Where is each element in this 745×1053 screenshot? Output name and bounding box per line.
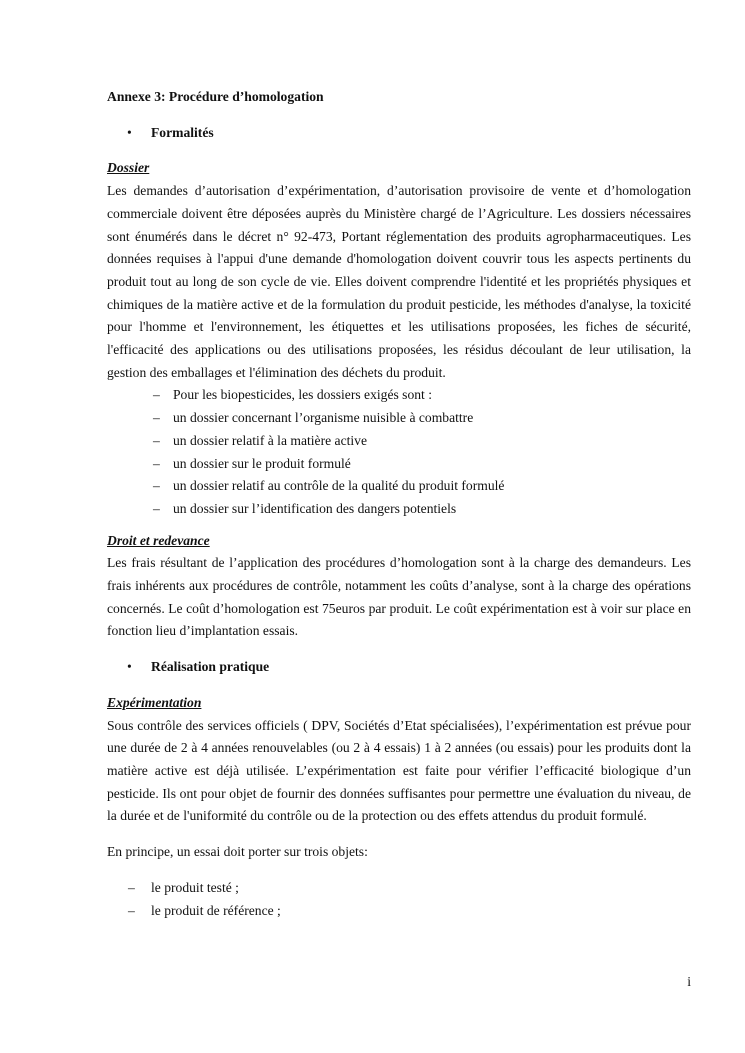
dossier-heading: Dossier (107, 160, 150, 176)
droit-paragraph: Les frais résultant de l’application des procédures d’homologation sont à la charge des demandeurs. Les frais inhérents aux procédures de contrôle, notamment les coûts d’analyse, sont à la charge des opérations concernés. Le coût d’homologation est 75euros par produit. Le coût expérimentation est à voir sur place en fonction lieu d’implantation essais. (107, 555, 691, 639)
bullet-dot: • (127, 659, 132, 675)
experimentation-paragraph: Sous contrôle des services officiels ( DPV, Sociétés d’Etat spécialisées), l’expérimentation est prévue pour une durée de 2 à 4 années renouvelables (ou 2 à 4 essais) 1 à 2 années (ou essais) pour les produits dont la matière active est déjà utilisée. L’expérimentation est faite pour vérifier l’efficacité biologique d’un pesticide. Ils ont pour objet de fournir des données suffisantes pour permettre une évaluation du niveau, de la durée et de l'uniformité du contrôle ou de la protection ou des effets attendus du produit formulé. (107, 717, 691, 824)
page-number: i (687, 974, 691, 989)
list-item: – un dossier sur le produit formulé (153, 455, 351, 471)
list-item: – un dossier concernant l’organisme nuisible à combattre (153, 410, 474, 426)
droit-heading: Droit et redevance (107, 532, 210, 548)
dossier-list (107, 384, 691, 520)
section-bullet-realisation (107, 656, 691, 679)
document-page (107, 86, 691, 922)
experimentation-heading: Expérimentation (107, 694, 202, 710)
section-label: Formalités (151, 124, 214, 140)
section-label: Réalisation pratique (151, 659, 270, 675)
list-item: – le produit testé ; (128, 879, 239, 895)
bullet-dot: • (127, 124, 132, 140)
list-item: – le produit de référence ; (128, 902, 281, 918)
list-item: – un dossier sur l’identification des dangers potentiels (153, 500, 457, 516)
section-bullet-formalites (107, 122, 691, 145)
list-item: – un dossier relatif à la matière active (153, 432, 367, 448)
list-item: – Pour les biopesticides, les dossiers exigés sont : (153, 387, 433, 403)
dossier-paragraph: Les demandes d’autorisation d’expérimentation, d’autorisation provisoire de vente et d’homologation commerciale doivent être déposées auprès du Ministère chargé de l’Agriculture. Les dossiers nécessaires sont énumérés dans le décret n° 92-473, Portant réglementation des produits agropharmaceutiques. Les données requises à l'appui d'une demande d'homologation doivent couvrir tous les aspects pertinents du produit tout au long de son cycle de vie. Elles doivent comprendre l'identité et les propriétés physiques et chimiques de la matière active et de la formulation du produit pesticide, les méthodes d'analyse, la toxicité pour l'homme et l'environnement, les étiquettes et les utilisations proposées, les fiches de sécurité, l'efficacité des applications ou des utilisations proposées, les résidus découlant de leur utilisation, la gestion des emballages et l'élimination des déchets du produit. (107, 183, 691, 380)
experimentation-intro: En principe, un essai doit porter sur trois objets: (107, 844, 368, 860)
annex-title: Annexe 3: Procédure d’homologation (107, 89, 324, 104)
essai-list (107, 877, 691, 922)
list-item: – un dossier relatif au contrôle de la qualité du produit formulé (153, 478, 505, 494)
